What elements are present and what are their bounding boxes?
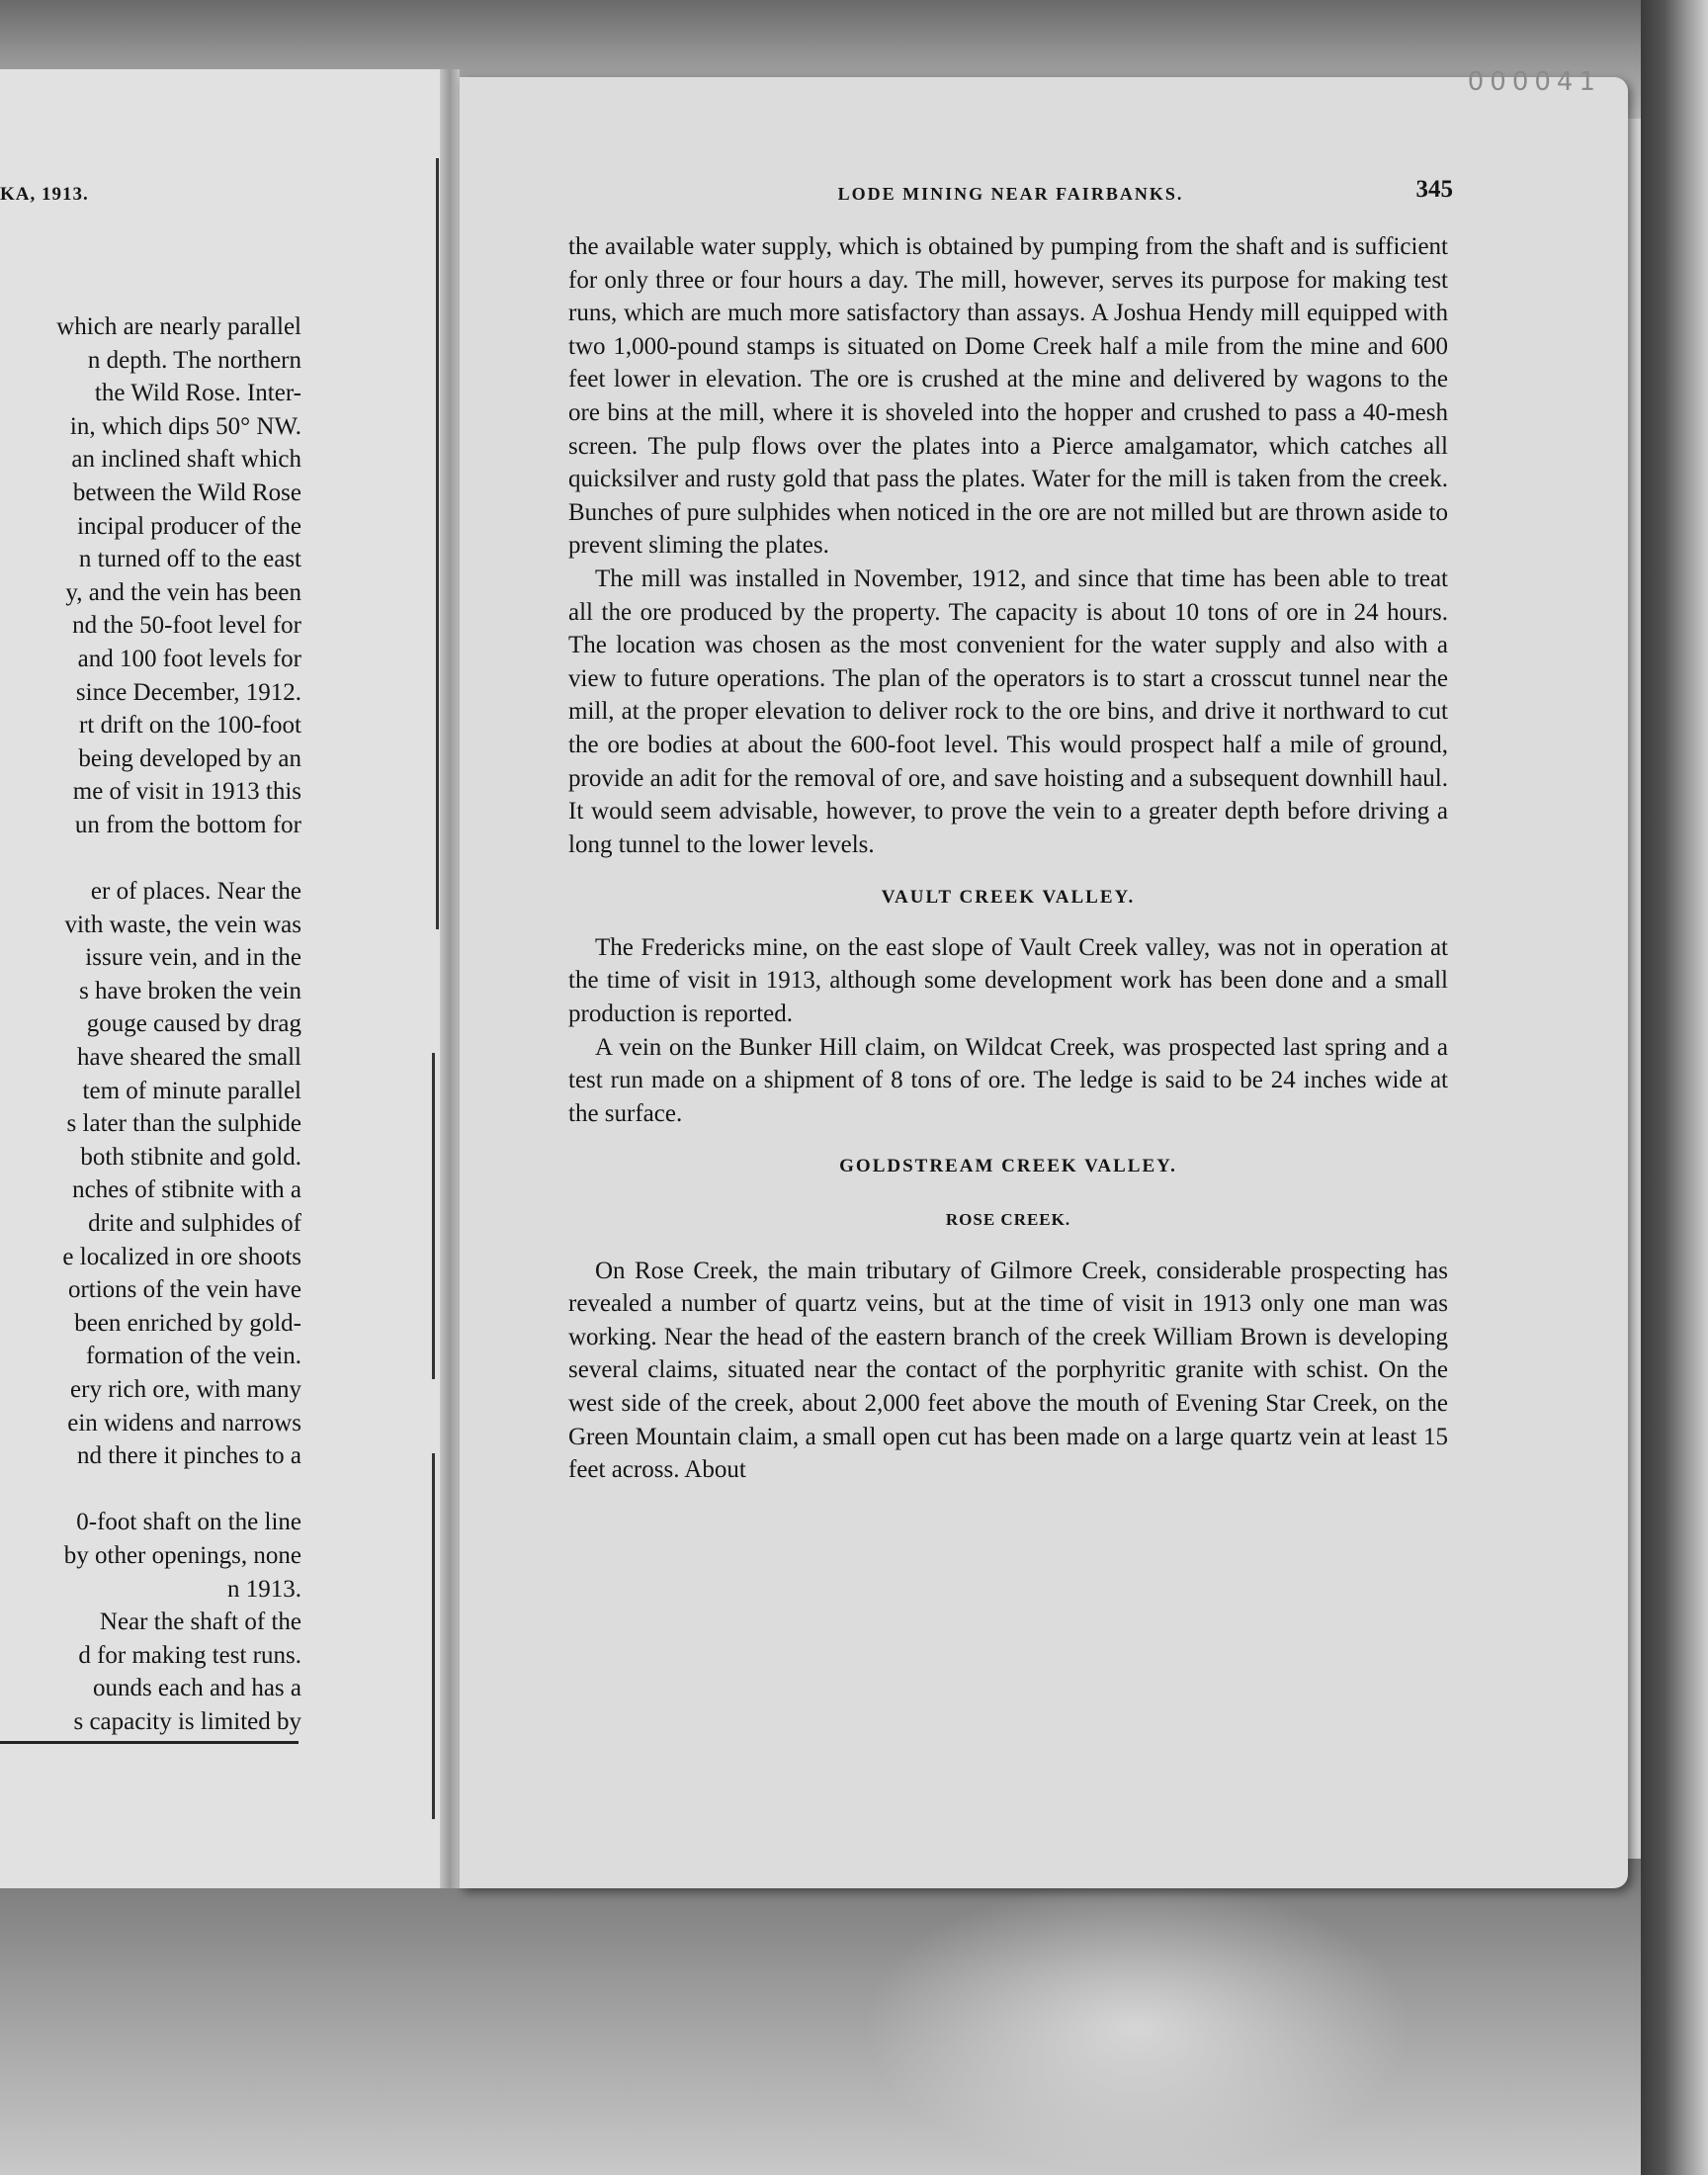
left-page: [0, 69, 440, 1888]
left-page-line: in, which dips 50° NW.: [69, 412, 301, 440]
left-page-line: Near the shaft of the: [99, 1609, 301, 1636]
left-page-line: by other openings, none: [63, 1541, 301, 1569]
paragraph-fredericks-mine: The Fredericks mine, on the east slope of Vault Creek valley, was not in operation at the time of visit in 1913, although some development work has been done and a small production is reported.: [568, 933, 1448, 1028]
left-page-line: between the Wild Rose: [72, 478, 301, 506]
left-page-line: which are nearly parallel: [56, 313, 301, 340]
left-page-line: nd there it pinches to a: [76, 1442, 301, 1470]
left-page-line: y, and the vein has been: [65, 578, 301, 606]
left-page-line: incipal producer of the: [77, 512, 301, 540]
left-page-line: been enriched by gold-: [74, 1309, 301, 1337]
left-page-paragraph-gap: [0, 1473, 301, 1507]
left-running-head: KA, 1913.: [0, 184, 89, 205]
left-page-line: tem of minute parallel: [82, 1077, 301, 1104]
left-page-line: 0-foot shaft on the line: [76, 1509, 301, 1536]
book-gutter: [440, 69, 460, 1888]
left-page-line: issure vein, and in the: [85, 944, 301, 972]
section-heading-goldstream-creek: GOLDSTREAM CREEK VALLEY.: [839, 1156, 1177, 1177]
left-page-line: rt drift on the 100-foot: [79, 712, 301, 740]
left-page-line: s have broken the vein: [79, 977, 301, 1004]
scan-background-right: [1641, 0, 1708, 2175]
left-page-line: ounds each and has a: [92, 1675, 301, 1702]
left-page-line: since December, 1912.: [75, 678, 301, 706]
left-page-line: nches of stibnite with a: [72, 1176, 301, 1204]
subsection-heading-rose-creek: ROSE CREEK.: [945, 1210, 1071, 1230]
left-page-line: e localized in ore shoots: [62, 1243, 301, 1270]
binding-mark: [432, 1053, 435, 1379]
section-heading-vault-creek: VAULT CREEK VALLEY.: [881, 887, 1136, 909]
left-page-line: ein widens and narrows: [67, 1409, 301, 1436]
left-page-text-column: [0, 310, 301, 1739]
left-page-line: being developed by an: [78, 744, 301, 772]
left-page-line: d for making test runs.: [78, 1641, 301, 1669]
page-number: 345: [1415, 176, 1453, 203]
left-page-line: ortions of the vein have: [67, 1276, 301, 1304]
document-stamp-number: 000041: [1467, 67, 1601, 97]
left-page-footnote-rule: [0, 1741, 299, 1744]
left-page-line: vith waste, the vein was: [64, 911, 301, 938]
left-page-line: ery rich ore, with many: [70, 1376, 301, 1403]
scan-smudge: [860, 1878, 1413, 2175]
scan-background-bottom: [0, 1859, 1708, 2175]
paragraph-bunker-hill: A vein on the Bunker Hill claim, on Wildcat Creek, was prospected last spring and a test run made on a shipment of 8 tons of ore. The ledge is said to be 24 inches wide at the surface.: [568, 1033, 1448, 1127]
paragraph-mill-installation: The mill was installed in November, 1912, and since that time has been able to treat all the ore produced by the property. The capacity is about 10 tons of ore in 24 hours. The location was chosen as the most convenient for the water supply and also with a view to future operations. The plan of the operators is to start a crosscut tunnel near the mill, at the proper elevation to deliver rock to the ore bins, and drive it northward to cut the ore bodies at about the 600-foot level. This would prospect half a mile of ground, provide an adit for the removal of ore, and save hoisting and a subsequent downhill haul. It would seem advisable, however, to prove the vein to a greater depth before driving a long tunnel to the lower levels.: [568, 565, 1448, 858]
left-page-paragraph-gap: [0, 842, 301, 876]
left-page-line: drite and sulphides of: [88, 1210, 301, 1238]
left-page-line: and 100 foot levels for: [77, 645, 301, 672]
left-page-line: me of visit in 1913 this: [72, 778, 301, 806]
left-page-line: gouge caused by drag: [86, 1010, 301, 1038]
left-page-line: er of places. Near the: [90, 878, 301, 906]
left-page-line: formation of the vein.: [86, 1343, 301, 1370]
left-page-line: s later than the sulphide: [66, 1110, 301, 1138]
left-page-line: un from the bottom for: [74, 811, 301, 838]
right-page-text-column: [568, 230, 1448, 1487]
paragraph-rose-creek: On Rose Creek, the main tributary of Gilmore Creek, considerable prospecting has revealed a number of quartz veins, but at the time of visit in 1913 only one man was working. Near the head of the eastern branch of the creek William Brown is developing several claims, situated near the contact of the porphyritic granite with schist. On the west side of the creek, about 2,000 feet above the mouth of Evening Star Creek, on the Green Mountain claim, a small open cut has been made on a large quartz vein at least 15 feet across. About: [568, 1257, 1448, 1484]
left-page-line: have sheared the small: [77, 1044, 301, 1072]
running-head-title: LODE MINING NEAR FAIRBANKS.: [837, 184, 1184, 204]
left-page-line: the Wild Rose. Inter-: [94, 380, 301, 407]
left-page-line: an inclined shaft which: [71, 446, 301, 474]
right-running-head: [568, 170, 1453, 210]
paragraph-mill-water-supply: the available water supply, which is obtained by pumping from the shaft and is sufficient for only three or four hours a day. The mill, however, serves its purpose for making test runs, which are much more satisfactory than assays. A Joshua Hendy mill equipped with two 1,000-pound stamps is situated on Dome Creek half a mile from the mine and 600 feet lower in elevation. The ore is crushed at the mine and delivered by wagons to the ore bins at the mill, where it is shoveled into the hopper and crushed to pass a 40-mesh screen. The pulp flows over the plates into a Pierce amalgamator, which catches all quicksilver and rusty gold that pass the plates. Water for the mill is taken from the creek. Bunches of pure sulphides when noticed in the ore are not milled but are thrown aside to prevent sliming the plates.: [568, 233, 1448, 560]
left-page-line: n depth. The northern: [87, 346, 301, 374]
left-page-line: n turned off to the east: [78, 546, 301, 573]
binding-mark: [432, 1453, 435, 1819]
binding-mark: [436, 158, 439, 929]
left-page-line: s capacity is limited by: [73, 1707, 301, 1735]
left-page-line: n 1913.: [227, 1575, 301, 1603]
left-page-line: both stibnite and gold.: [80, 1143, 301, 1171]
left-page-line: nd the 50-foot level for: [72, 612, 301, 640]
